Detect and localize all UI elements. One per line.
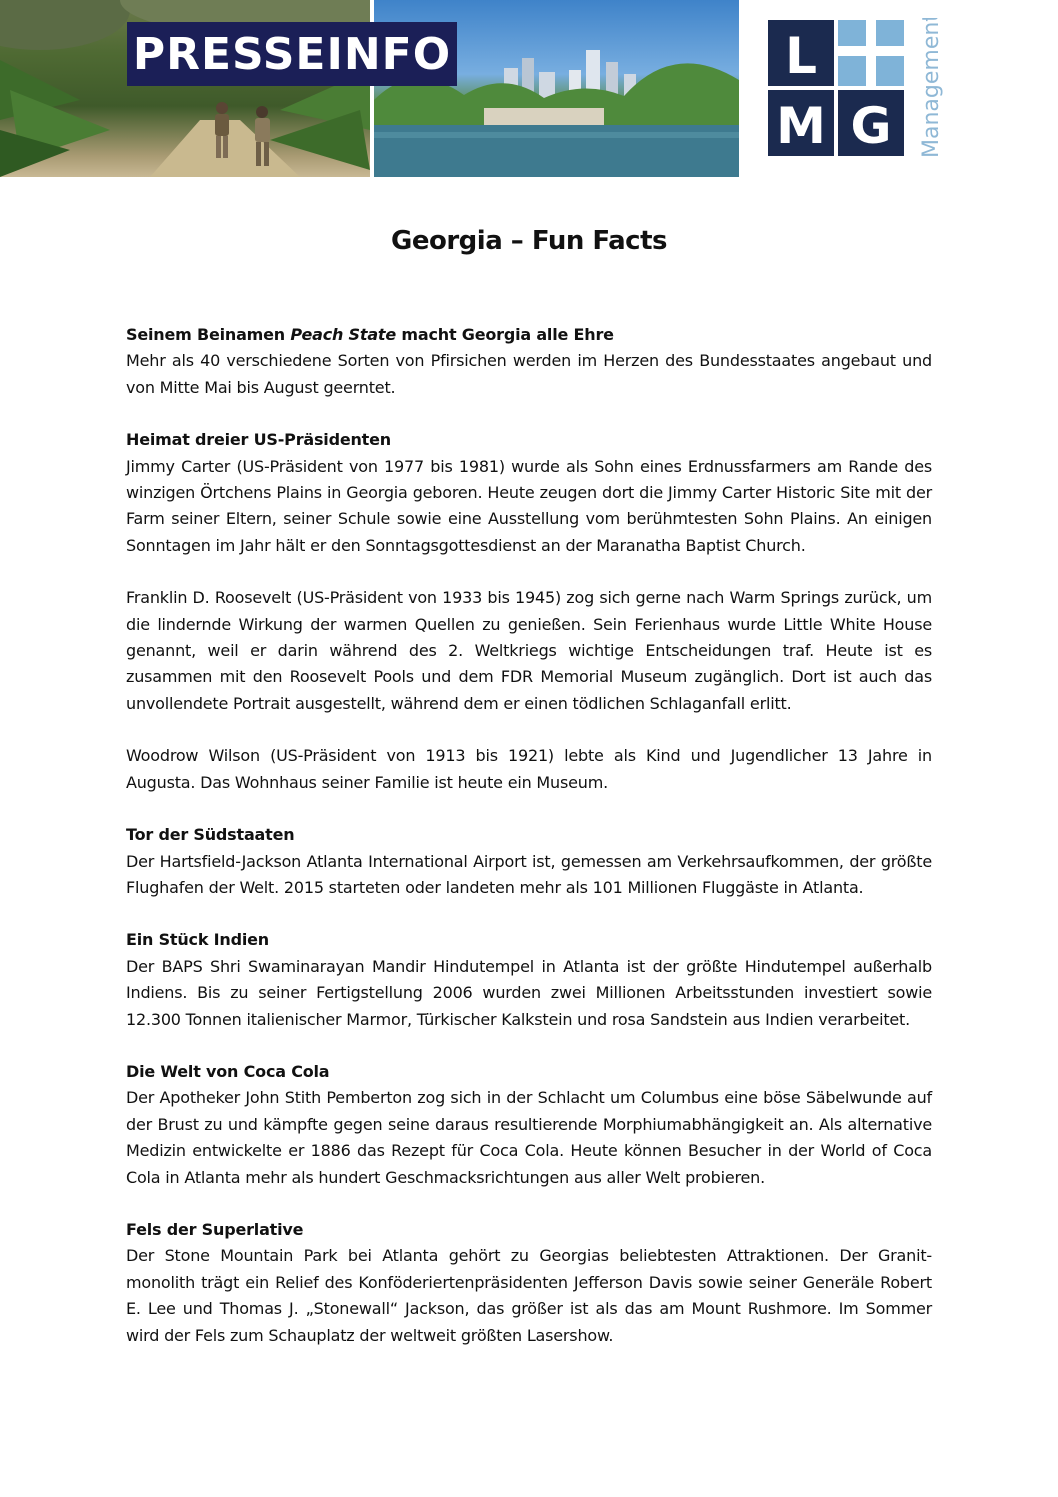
lmg-management-logo (766, 18, 956, 160)
presseinfo-label: PRESSEINFO (132, 28, 452, 80)
section-heading: Heimat dreier US-Präsidenten (126, 430, 391, 450)
section-paragraph: Der Apotheker John Stith Pemberton zog sich in der Schlacht um Columbus eine böse Säbelwunde auf der Brust zu und kämpfte gegen seine daraus resultierende Morphiumabhängigkeit an. Als alternative Medizin entwickelte er 1886 das Rezept für Coca Cola. Heute können Besucher in der World of Coca Cola in Atlanta mehr als hundert Geschmacksrichtungen aus aller Welt probieren. (126, 1088, 932, 1187)
section-peach-state (126, 322, 932, 401)
section-coca-cola (126, 1059, 932, 1191)
section-india (126, 927, 932, 1033)
section-paragraph: Franklin D. Roosevelt (US-Präsident von 1933 bis 1945) zog sich gerne nach Warm Springs zurück, um die lindernde Wirkung der warmen Quellen zu genießen. Sein Ferienhaus wurde Little White House genannt, weil er darin während des 2. Weltkriegs wichtige Entscheidungen traf. Heute ist es zusammen mit den Roosevelt Pools und dem FDR Memorial Museum zugänglich. Dort ist auch das unvollendete Portrait ausgestellt, während dem er einen tödlichen Schlaganfall erlitt. (126, 588, 932, 713)
section-paragraph: Der Hartsfield-Jackson Atlanta International Airport ist, gemessen am Verkehrsaufkommen, der größte Flughafen der Welt. 2015 starteten oder landeten mehr als 101 Millionen Fluggäste in Atlanta. (126, 851, 932, 897)
section-paragraph: Mehr als 40 verschiedene Sorten von Pfirsichen werden im Herzen des Bundesstaates angebaut und von Mitte Mai bis August geerntet. (126, 351, 932, 397)
presseinfo-badge (127, 22, 457, 86)
section-airport (126, 822, 932, 901)
document-title: Georgia – Fun Facts (391, 226, 667, 256)
logo-letter-m: M (776, 97, 826, 155)
header-banner (0, 0, 1058, 178)
logo-letter-l: L (785, 27, 817, 85)
section-paragraph: Woodrow Wilson (US-Präsident von 1913 bis 1921) lebte als Kind und Jugendlicher 13 Jahre in Augusta. Das Wohnhaus seiner Familie ist heute ein Museum. (126, 746, 932, 792)
section-paragraph: Der BAPS Shri Swaminarayan Mandir Hindutempel in Atlanta ist der größte Hindutempel außerhalb Indiens. Bis zu seiner Fertigstellung 2006 wurden zwei Millionen Arbeitsstunden investiert sowie 12.300 Tonnen italienischer Marmor, Türkischer Kalkstein und rosa Sandstein aus Indien verarbeitet. (126, 956, 932, 1029)
logo-letter-g: G (850, 97, 892, 155)
section-stone-mountain (126, 1217, 932, 1349)
lmg-logo-graphic (766, 18, 956, 160)
section-heading: Fels der Superlative (126, 1219, 304, 1239)
section-paragraph: Der Stone Mountain Park bei Atlanta gehört zu Georgias beliebtesten Attraktionen. Der Granit-monolith trägt ein Relief des Konföderiertenpräsidenten Jefferson Davis sowie seiner Generäle Robert E. Lee und Thomas J. „Stonewall“ Jackson, das größer ist als das am Mount Rushmore. Im Sommer wird der Fels zum Schauplatz der weltweit größten Lasershow. (126, 1246, 932, 1345)
section-heading: Die Welt von Coca Cola (126, 1061, 330, 1081)
section-presidents (126, 427, 932, 796)
section-heading: Seinem Beinamen Peach State macht Georgia alle Ehre (126, 325, 614, 344)
logo-management-text: Management (919, 18, 944, 158)
section-paragraph: Jimmy Carter (US-Präsident von 1977 bis 1981) wurde als Sohn eines Erdnussfarmers am Rande des winzigen Örtchens Plains in Georgia geboren. Heute zeugen dort die Jimmy Carter Historic Site mit der Farm seiner Eltern, seiner Schule sowie eine Ausstellung vom berühmtesten Sohn Plains. An einigen Sonntagen im Jahr hält er den Sonntagsgottesdienst an der Maranatha Baptist Church. (126, 456, 932, 555)
document-body (126, 322, 932, 1349)
section-heading: Tor der Südstaaten (126, 825, 295, 845)
section-heading: Ein Stück Indien (126, 930, 269, 950)
heading-italic: Peach State (290, 325, 397, 344)
